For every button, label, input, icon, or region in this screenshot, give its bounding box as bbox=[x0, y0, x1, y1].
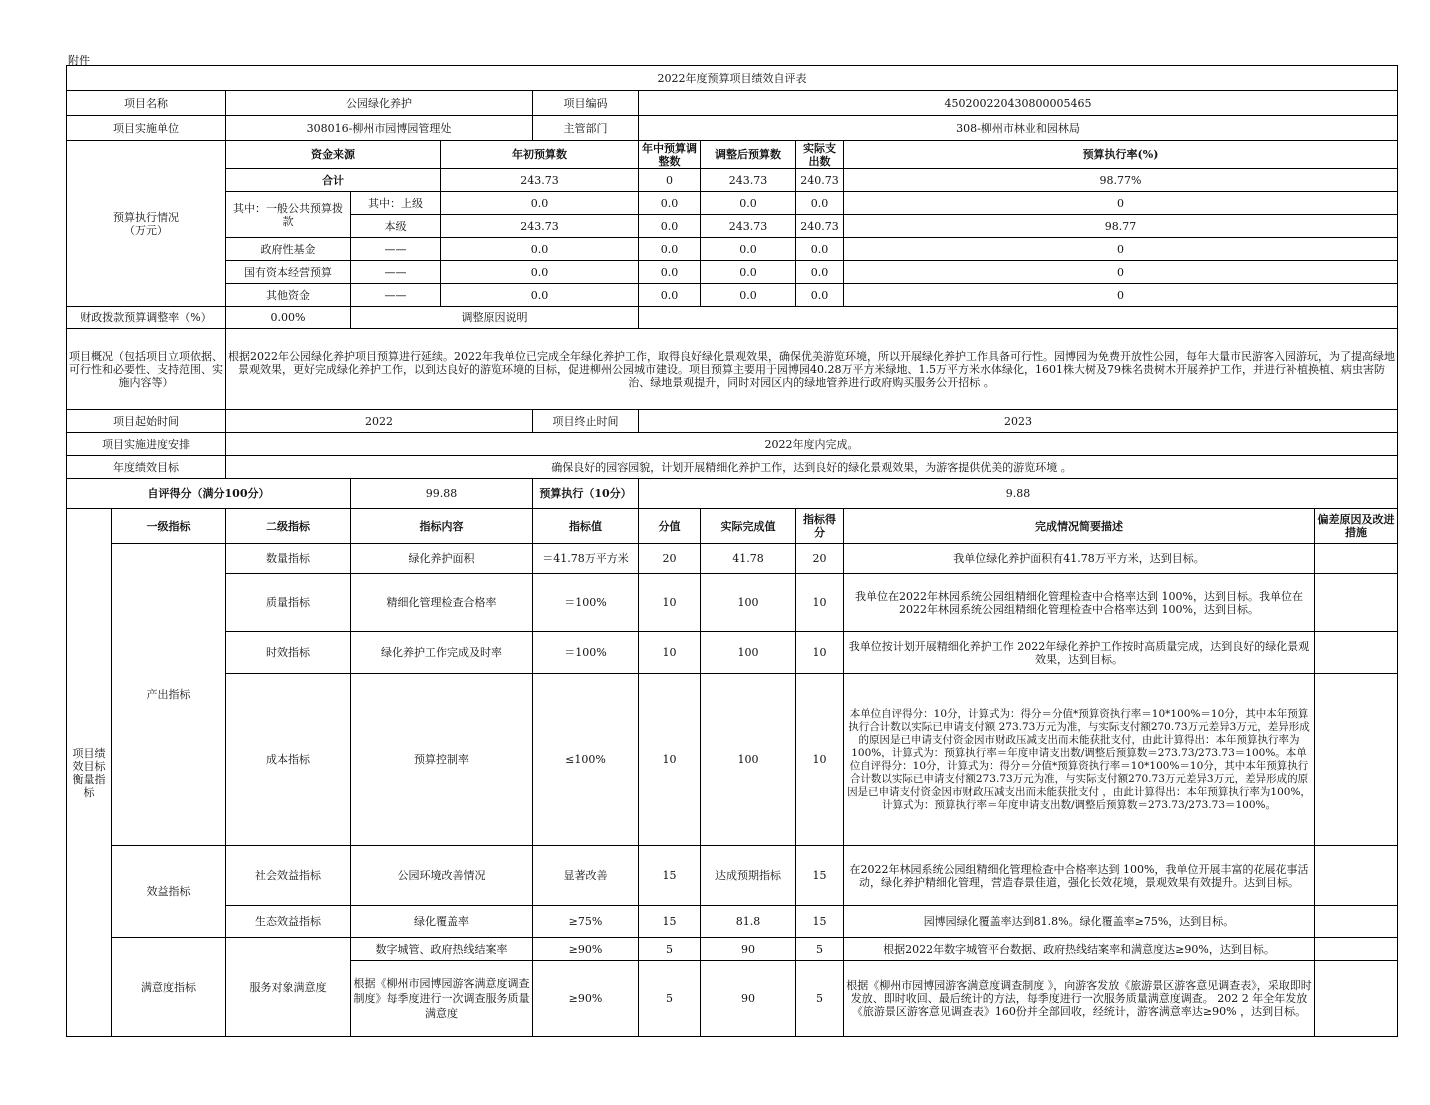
budget-exec-label: 预算执行情况 （万元） bbox=[67, 141, 226, 307]
indicator-value: ≥75% bbox=[533, 906, 639, 938]
other-fund-mid: 0.0 bbox=[639, 284, 701, 307]
overview-label: 项目概况（包括项目立项依据、可行性和必要性、支持范围、实施内容等） bbox=[67, 329, 226, 410]
gov-fund-adjusted: 0.0 bbox=[701, 238, 796, 261]
gov-fund-actual: 0.0 bbox=[796, 238, 844, 261]
state-capital-adjusted: 0.0 bbox=[701, 261, 796, 284]
project-name-value: 公园绿化养护 bbox=[226, 91, 533, 116]
level1-benefit: 效益指标 bbox=[112, 846, 226, 938]
indicator-content: 根据《柳州市园博园游客满意度调查制度》每季度进行一次调查服务质量满意度 bbox=[351, 961, 533, 1037]
mid-adjust-header: 年中预算调整数 bbox=[639, 141, 701, 169]
level1-satisfaction: 满意度指标 bbox=[112, 938, 226, 1037]
indicator-level2: 社会效益指标 bbox=[226, 846, 351, 906]
indicator-content: 公园环境改善情况 bbox=[351, 846, 533, 906]
indicator-reason bbox=[1315, 574, 1398, 632]
total-initial: 243.73 bbox=[441, 169, 639, 192]
desc-header: 完成情况简要描述 bbox=[844, 509, 1315, 544]
points-header: 分值 bbox=[639, 509, 701, 544]
state-capital-label: 国有资本经营预算 bbox=[226, 261, 351, 284]
indicator-content: 预算控制率 bbox=[351, 674, 533, 846]
gov-fund-rate: 0 bbox=[844, 238, 1398, 261]
general-local-rate: 98.77 bbox=[844, 215, 1398, 238]
self-score-label: 自评得分（满分100分） bbox=[67, 479, 351, 509]
indicator-desc: 根据2022年数字城管平台数据、政府热线结案率和满意度达≥90%，达到目标。 bbox=[844, 938, 1315, 961]
indicator-desc: 园博园绿化覆盖率达到81.8%。绿化覆盖率≥75%，达到目标。 bbox=[844, 906, 1315, 938]
indicator-content: 绿化养护工作完成及时率 bbox=[351, 632, 533, 674]
supervisor-label: 主管部门 bbox=[533, 116, 639, 141]
indicator-content: 绿化覆盖率 bbox=[351, 906, 533, 938]
indicator-desc: 我单位在2022年林园系统公园组精细化管理检查中合格率达到 100%，达到目标。我单位在2022年林园系统公园组精细化管理检查中合格率达到 100%，达到目标。 bbox=[844, 574, 1315, 632]
value-header: 指标值 bbox=[533, 509, 639, 544]
indicator-desc: 我单位按计划开展精细化养护工作 2022年绿化养护工作按时高质量完成，达到良好的绿化景观效果，达到目标。 bbox=[844, 632, 1315, 674]
indicator-points: 15 bbox=[639, 906, 701, 938]
other-fund-rate: 0 bbox=[844, 284, 1398, 307]
general-budget-label: 其中：一般公共预算拨款 bbox=[226, 192, 351, 238]
indicator-reason bbox=[1315, 632, 1398, 674]
other-fund-dash: —— bbox=[351, 284, 441, 307]
general-local-mid: 0.0 bbox=[639, 215, 701, 238]
general-upper-actual: 0.0 bbox=[796, 192, 844, 215]
indicator-actual: 100 bbox=[701, 632, 796, 674]
indicator-value: ≤100% bbox=[533, 674, 639, 846]
indicator-actual: 100 bbox=[701, 574, 796, 632]
general-local-actual: 240.73 bbox=[796, 215, 844, 238]
other-fund-adjusted: 0.0 bbox=[701, 284, 796, 307]
self-score-value: 99.88 bbox=[351, 479, 533, 509]
general-upper-initial: 0.0 bbox=[441, 192, 639, 215]
impl-unit-label: 项目实施单位 bbox=[67, 116, 226, 141]
general-upper-mid: 0.0 bbox=[639, 192, 701, 215]
performance-evaluation-table bbox=[66, 65, 1398, 1037]
adjust-reason-label: 调整原因说明 bbox=[351, 307, 639, 329]
general-local-adjusted: 243.73 bbox=[701, 215, 796, 238]
overview-text: 根据2022年公园绿化养护项目预算进行延续。2022年我单位已完成全年绿化养护工作，取得良好绿化景观效果，确保优美游览环境，所以开展绿化养护工作具备可行性。园博园为免费开放性公园，每年大量市民游客入园游玩，为了提高绿地景观效果，更好完成绿化养护工作，以到达良好的游览环境的目标，促进柳州公园城市建设。项目预算主要用于园博园40.28万平方米绿地、1.5万平方米水体绿化，1601株大树及79株名贵树木开展养护工作，并进行补植换植、病虫害防治、绿地景观提升，同时对园区内的绿地管养进行政府购买服务公开招标 。 bbox=[226, 329, 1398, 410]
general-local-initial: 243.73 bbox=[441, 215, 639, 238]
adjusted-budget-header: 调整后预算数 bbox=[701, 141, 796, 169]
indicator-points: 5 bbox=[639, 961, 701, 1037]
indicator-value: ＝100% bbox=[533, 632, 639, 674]
indicator-reason bbox=[1315, 674, 1398, 846]
level1-output: 产出指标 bbox=[112, 544, 226, 846]
indicator-score: 10 bbox=[796, 574, 844, 632]
adjust-reason-value bbox=[639, 307, 1398, 329]
indicator-desc: 根据《柳州市园博园游客满意度调查制度 》，向游客发放《旅游景区游客意见调查表》，采取即时发放、即时收回、最后统计的方法，每季度进行一次服务质量满意度调查。 202 2 年全年发放《旅游景区游客意见调查表》160份并全部回收，经统计，游客满意率达≥90% ，达到目标。 bbox=[844, 961, 1315, 1037]
score-header: 指标得分 bbox=[796, 509, 844, 544]
state-capital-rate: 0 bbox=[844, 261, 1398, 284]
other-fund-initial: 0.0 bbox=[441, 284, 639, 307]
indicator-level2: 时效指标 bbox=[226, 632, 351, 674]
indicator-points: 10 bbox=[639, 632, 701, 674]
state-capital-mid: 0.0 bbox=[639, 261, 701, 284]
indicator-score: 15 bbox=[796, 846, 844, 906]
actual-header: 实际完成值 bbox=[701, 509, 796, 544]
indicator-value: ≥90% bbox=[533, 961, 639, 1037]
indicator-actual: 达成预期指标 bbox=[701, 846, 796, 906]
indicator-desc: 在2022年林园系统公园组精细化管理检查中合格率达到 100%，我单位开展丰富的花展花事活动，绿化养护精细化管理，营造春景佳道，强化长效花境，景观效果有效提升。达到目标。 bbox=[844, 846, 1315, 906]
indicator-actual: 41.78 bbox=[701, 544, 796, 574]
indicator-actual: 81.8 bbox=[701, 906, 796, 938]
indicator-points: 15 bbox=[639, 846, 701, 906]
end-time-label: 项目终止时间 bbox=[533, 410, 639, 433]
indicator-level2: 数量指标 bbox=[226, 544, 351, 574]
general-upper-label: 其中：上级 bbox=[351, 192, 441, 215]
indicator-level2: 服务对象满意度 bbox=[226, 938, 351, 1037]
indicator-desc: 本单位自评得分：10分，计算式为：得分＝分值*预算资执行率＝10*100%＝10分，其中本年预算执行合计数以实际已申请支付额 273.73万元为准，与实际支付额270.73万元差异3万元，差异形成的原因是已申请支付资金因市财政压减支出而未能获批支付，由此计算得出：本年预算执行率为100%，计算式为：预算执行率＝年度申请支出数/调整后预算数＝273.73/273.73＝100%。本单位自评得分：10分，计算式为：得分＝分值*预算资执行率＝10*100%＝10分，其中本年预算执行合计数以实际已申请支付额273.73万元为准，与实际支付额270.73万元差异3万元，差异形成的原因是已申请支付资金因市财政压减支出而未能获批支付 ，由此计算得出：本年预算执行率为100%，计算式为：预算执行率＝年度申请支出数/调整后预算数＝273.73/273.73＝100%。 bbox=[844, 674, 1315, 846]
adjust-rate-label: 财政拨款预算调整率（%） bbox=[67, 307, 226, 329]
initial-budget-header: 年初预算数 bbox=[441, 141, 639, 169]
start-time-value: 2022 bbox=[226, 410, 533, 433]
other-fund-label: 其他资金 bbox=[226, 284, 351, 307]
impl-unit-value: 308016-柳州市园博园管理处 bbox=[226, 116, 533, 141]
indicator-content: 精细化管理检查合格率 bbox=[351, 574, 533, 632]
gov-fund-mid: 0.0 bbox=[639, 238, 701, 261]
indicator-actual: 90 bbox=[701, 938, 796, 961]
progress-value: 2022年度内完成。 bbox=[226, 433, 1398, 456]
indicator-reason bbox=[1315, 846, 1398, 906]
indicator-score: 5 bbox=[796, 961, 844, 1037]
general-local-label: 本级 bbox=[351, 215, 441, 238]
attachment-label: 附件 bbox=[68, 54, 90, 67]
gov-fund-initial: 0.0 bbox=[441, 238, 639, 261]
supervisor-value: 308-柳州市林业和园林局 bbox=[639, 116, 1398, 141]
annual-goal-value: 确保良好的园容园貌，计划开展精细化养护工作，达到良好的绿化景观效果，为游客提供优美的游览环境 。 bbox=[226, 456, 1398, 479]
indicator-score: 10 bbox=[796, 674, 844, 846]
content-header: 指标内容 bbox=[351, 509, 533, 544]
reason-header: 偏差原因及改进措施 bbox=[1315, 509, 1398, 544]
general-upper-adjusted: 0.0 bbox=[701, 192, 796, 215]
fund-source-header: 资金来源 bbox=[226, 141, 441, 169]
end-time-value: 2023 bbox=[639, 410, 1398, 433]
indicator-points: 5 bbox=[639, 938, 701, 961]
budget-exec-score-label: 预算执行（10分） bbox=[533, 479, 639, 509]
indicator-value: ＝41.78万平方米 bbox=[533, 544, 639, 574]
other-fund-actual: 0.0 bbox=[796, 284, 844, 307]
state-capital-actual: 0.0 bbox=[796, 261, 844, 284]
indicator-reason bbox=[1315, 961, 1398, 1037]
indicator-value: 显著改善 bbox=[533, 846, 639, 906]
indicators-group-label: 项目绩效目标衡量指标 bbox=[67, 509, 112, 1037]
indicator-points: 20 bbox=[639, 544, 701, 574]
indicator-reason bbox=[1315, 938, 1398, 961]
indicator-desc: 我单位绿化养护面积有41.78万平方米，达到目标。 bbox=[844, 544, 1315, 574]
indicator-value: ≥90% bbox=[533, 938, 639, 961]
project-code-value: 450200220430800005465 bbox=[639, 91, 1398, 116]
indicator-score: 15 bbox=[796, 906, 844, 938]
start-time-label: 项目起始时间 bbox=[67, 410, 226, 433]
gov-fund-label: 政府性基金 bbox=[226, 238, 351, 261]
indicator-reason bbox=[1315, 544, 1398, 574]
state-capital-initial: 0.0 bbox=[441, 261, 639, 284]
indicator-content: 数字城管、政府热线结案率 bbox=[351, 938, 533, 961]
total-actual: 240.73 bbox=[796, 169, 844, 192]
project-code-label: 项目编码 bbox=[533, 91, 639, 116]
indicator-actual: 90 bbox=[701, 961, 796, 1037]
indicator-score: 10 bbox=[796, 632, 844, 674]
indicator-score: 5 bbox=[796, 938, 844, 961]
indicator-points: 10 bbox=[639, 674, 701, 846]
actual-expense-header: 实际支出数 bbox=[796, 141, 844, 169]
table-title: 2022年度预算项目绩效自评表 bbox=[67, 66, 1398, 91]
progress-label: 项目实施进度安排 bbox=[67, 433, 226, 456]
level1-header: 一级指标 bbox=[112, 509, 226, 544]
budget-exec-score-value: 9.88 bbox=[639, 479, 1398, 509]
indicator-value: ＝100% bbox=[533, 574, 639, 632]
gov-fund-dash: —— bbox=[351, 238, 441, 261]
total-label: 合计 bbox=[226, 169, 441, 192]
indicator-points: 10 bbox=[639, 574, 701, 632]
indicator-score: 20 bbox=[796, 544, 844, 574]
indicator-content: 绿化养护面积 bbox=[351, 544, 533, 574]
adjust-rate-value: 0.00% bbox=[226, 307, 351, 329]
total-mid: 0 bbox=[639, 169, 701, 192]
annual-goal-label: 年度绩效目标 bbox=[67, 456, 226, 479]
general-upper-rate: 0 bbox=[844, 192, 1398, 215]
exec-rate-header: 预算执行率(%) bbox=[844, 141, 1398, 169]
total-adjusted: 243.73 bbox=[701, 169, 796, 192]
indicator-level2: 成本指标 bbox=[226, 674, 351, 846]
indicator-actual: 100 bbox=[701, 674, 796, 846]
project-name-label: 项目名称 bbox=[67, 91, 226, 116]
total-rate: 98.77% bbox=[844, 169, 1398, 192]
indicator-level2: 质量指标 bbox=[226, 574, 351, 632]
indicator-reason bbox=[1315, 906, 1398, 938]
indicator-level2: 生态效益指标 bbox=[226, 906, 351, 938]
level2-header: 二级指标 bbox=[226, 509, 351, 544]
state-capital-dash: —— bbox=[351, 261, 441, 284]
